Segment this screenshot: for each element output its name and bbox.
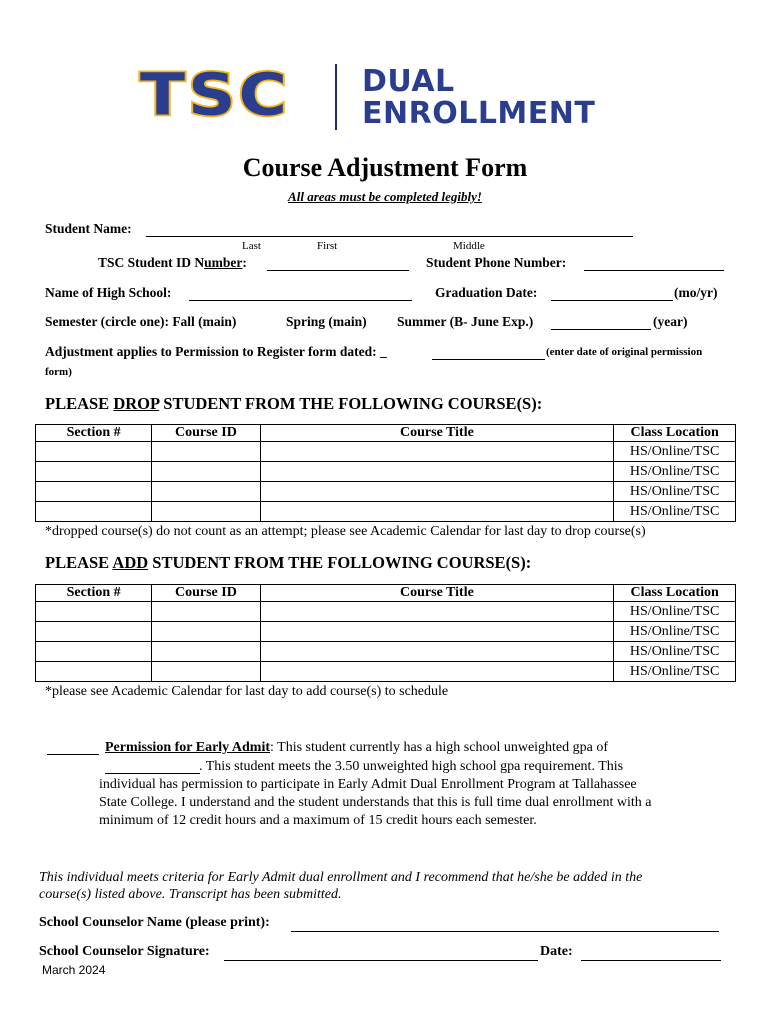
semester-year-label: (year) <box>653 314 688 329</box>
course-title-cell[interactable] <box>260 602 614 622</box>
graduation-field[interactable] <box>551 286 673 301</box>
col-class-location: Class Location <box>614 425 736 442</box>
counselor-signature-field[interactable] <box>224 946 538 961</box>
location-cell[interactable]: HS/Online/TSC <box>614 642 736 662</box>
student-name-last: Last <box>242 240 261 252</box>
adjustment-note: (enter date of original permission <box>546 346 703 358</box>
semester-spring-option[interactable]: Spring (main) <box>286 314 367 329</box>
table-row <box>36 622 736 642</box>
adjustment-note-cont: form) <box>45 366 72 378</box>
date-field[interactable] <box>581 946 721 961</box>
footer-date: March 2024 <box>42 963 106 977</box>
page-subtitle: All areas must be completed legibly! <box>288 189 482 204</box>
early-admit-checkline[interactable] <box>47 740 99 755</box>
col-section: Section # <box>36 585 152 602</box>
graduation-suffix: (mo/yr) <box>674 285 718 300</box>
col-course-title: Course Title <box>260 425 614 442</box>
location-cell[interactable]: HS/Online/TSC <box>614 442 736 462</box>
logo-abbr: TSC <box>140 60 290 129</box>
course-title-cell[interactable] <box>260 482 614 502</box>
section-cell[interactable] <box>36 642 152 662</box>
student-name-middle: Middle <box>453 240 485 252</box>
semester-summer-option[interactable]: Summer (B- June Exp.) <box>397 314 534 329</box>
col-course-id: Course ID <box>152 585 260 602</box>
student-name-field[interactable] <box>146 222 633 237</box>
location-cell[interactable]: HS/Online/TSC <box>614 602 736 622</box>
drop-table-header <box>36 425 736 442</box>
add-courses-table <box>35 584 736 682</box>
course-id-cell[interactable] <box>152 622 260 642</box>
criteria-line2: course(s) listed above. Transcript has been submitted. <box>39 887 342 902</box>
semester-year-field[interactable] <box>551 315 651 330</box>
section-cell[interactable] <box>36 662 152 682</box>
high-school-label: Name of High School: <box>45 285 172 300</box>
graduation-label: Graduation Date: <box>435 285 538 300</box>
counselor-name-label: School Counselor Name (please print): <box>39 915 270 930</box>
counselor-signature-label: School Counselor Signature: <box>39 944 210 959</box>
drop-courses-table <box>35 424 736 522</box>
student-name-first: First <box>317 240 338 252</box>
table-row <box>36 442 736 462</box>
col-course-id: Course ID <box>152 425 260 442</box>
drop-note: *dropped course(s) do not count as an attempt; please see Academic Calendar for last day to drop course(s) <box>45 524 646 539</box>
early-admit-line2: . This student meets the 3.50 unweighted high school gpa requirement. This <box>199 759 624 774</box>
course-id-cell[interactable] <box>152 502 260 522</box>
table-row <box>36 662 736 682</box>
add-table-header <box>36 585 736 602</box>
add-note: *please see Academic Calendar for last day to add course(s) to schedule <box>45 684 449 699</box>
course-id-cell[interactable] <box>152 602 260 622</box>
course-title-cell[interactable] <box>260 442 614 462</box>
col-section: Section # <box>36 425 152 442</box>
logo-divider <box>335 64 337 130</box>
section-cell[interactable] <box>36 462 152 482</box>
table-row <box>36 502 736 522</box>
date-label: Date: <box>540 944 573 959</box>
course-title-cell[interactable] <box>260 502 614 522</box>
drop-section-heading: PLEASE DROP STUDENT FROM THE FOLLOWING COURSE(S): <box>45 394 543 413</box>
table-row <box>36 482 736 502</box>
adjustment-date-field[interactable] <box>432 345 545 360</box>
section-cell[interactable] <box>36 482 152 502</box>
course-title-cell[interactable] <box>260 622 614 642</box>
location-cell[interactable]: HS/Online/TSC <box>614 462 736 482</box>
table-row <box>36 462 736 482</box>
section-cell[interactable] <box>36 602 152 622</box>
early-admit-line3: individual has permission to participate in Early Admit Dual Enrollment Program at Tallahassee <box>99 777 637 792</box>
criteria-line1: This individual meets criteria for Early Admit dual enrollment and I recommend that he/she be added in the <box>39 870 643 885</box>
phone-label: Student Phone Number: <box>426 255 567 270</box>
col-course-title: Course Title <box>260 585 614 602</box>
logo-line2: ENROLLMENT <box>362 96 596 131</box>
course-id-cell[interactable] <box>152 462 260 482</box>
page-title: Course Adjustment Form <box>242 153 528 182</box>
early-admit-line4: State College. I understand and the student understands that this is full time dual enrollment with a <box>99 795 652 810</box>
course-id-cell[interactable] <box>152 642 260 662</box>
logo-line1: DUAL <box>362 64 455 99</box>
student-id-label: TSC Student ID Number: <box>98 255 247 270</box>
semester-fall-option[interactable]: Semester (circle one): Fall (main) <box>45 314 237 329</box>
course-id-cell[interactable] <box>152 442 260 462</box>
gpa-field[interactable] <box>105 759 200 774</box>
course-id-cell[interactable] <box>152 482 260 502</box>
section-cell[interactable] <box>36 442 152 462</box>
course-title-cell[interactable] <box>260 462 614 482</box>
phone-field[interactable] <box>584 256 724 271</box>
col-class-location: Class Location <box>614 585 736 602</box>
student-id-field[interactable] <box>267 256 409 271</box>
tsc-logo <box>140 60 640 134</box>
location-cell[interactable]: HS/Online/TSC <box>614 622 736 642</box>
counselor-name-field[interactable] <box>291 917 719 932</box>
location-cell[interactable]: HS/Online/TSC <box>614 662 736 682</box>
course-id-cell[interactable] <box>152 662 260 682</box>
location-cell[interactable]: HS/Online/TSC <box>614 482 736 502</box>
table-row <box>36 642 736 662</box>
course-title-cell[interactable] <box>260 662 614 682</box>
student-name-label: Student Name: <box>45 221 132 236</box>
table-row <box>36 602 736 622</box>
course-title-cell[interactable] <box>260 642 614 662</box>
add-section-heading: PLEASE ADD STUDENT FROM THE FOLLOWING COURSE(S): <box>45 553 532 572</box>
location-cell[interactable]: HS/Online/TSC <box>614 502 736 522</box>
early-admit-line1: Permission for Early Admit: This student currently has a high school unweighted gpa of <box>105 740 609 755</box>
early-admit-heading: Permission for Early Admit <box>105 740 271 755</box>
adjustment-label: Adjustment applies to Permission to Register form dated: _ <box>45 344 387 359</box>
section-cell[interactable] <box>36 622 152 642</box>
early-admit-line5: minimum of 12 credit hours and a maximum of 15 credit hours each semester. <box>99 813 537 828</box>
section-cell[interactable] <box>36 502 152 522</box>
high-school-field[interactable] <box>189 286 412 301</box>
